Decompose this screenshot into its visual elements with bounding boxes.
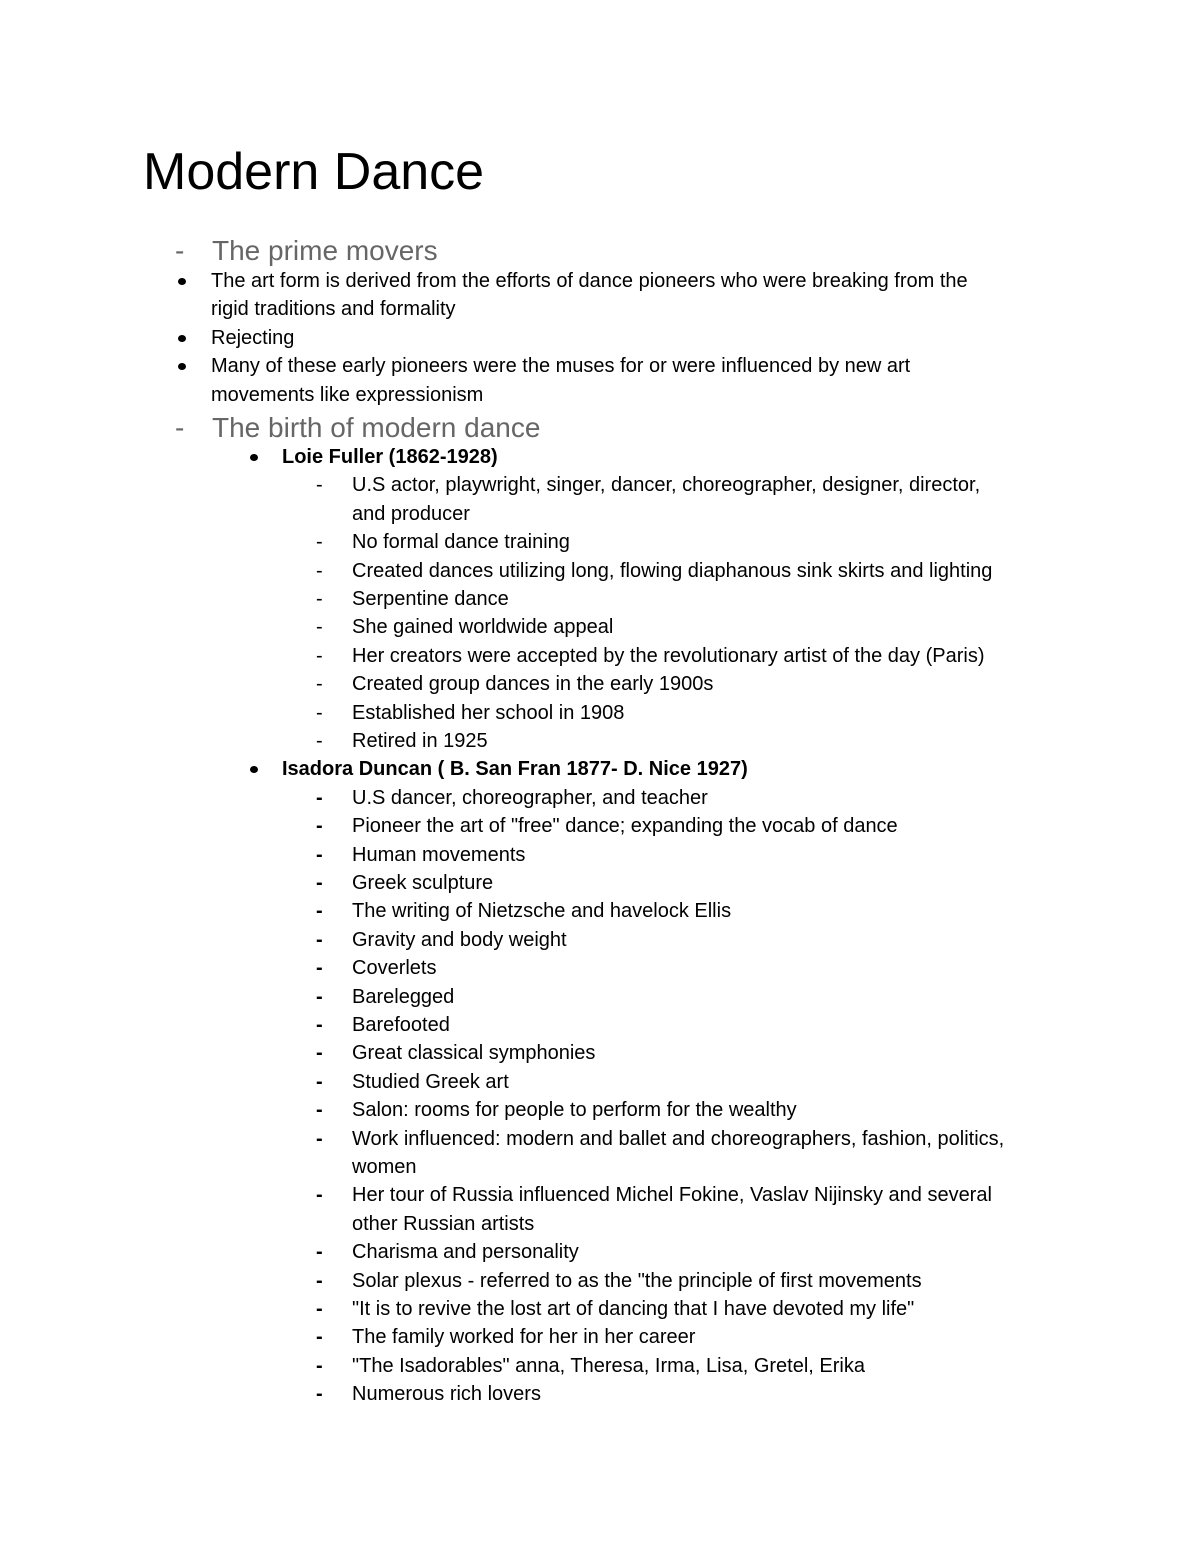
list-item: Human movements <box>352 843 526 866</box>
list-item: "It is to revive the lost art of dancing that I have devoted my life" <box>352 1298 915 1320</box>
list-item: Created dances utilizing long, flowing diaphanous sink skirts and lighting <box>352 559 993 582</box>
dash-marker: - <box>316 1127 323 1150</box>
list-item: Her creators were accepted by the revolutionary artist of the day (Paris) <box>352 644 985 667</box>
heading-dash-marker: - <box>175 235 185 266</box>
dash-marker: - <box>316 1298 323 1320</box>
bullet-text: Rejecting <box>211 326 295 349</box>
list-item: Barelegged <box>352 985 455 1008</box>
person-name-loie-fuller: Loie Fuller (1862-1928) <box>282 446 498 468</box>
list-item: "The Isadorables" anna, Theresa, Irma, Lisa, Gretel, Erika <box>352 1354 865 1377</box>
list-item: Her tour of Russia influenced Michel Fokine, Vaslav Nijinsky and several <box>352 1184 992 1207</box>
dash-marker: - <box>316 928 323 951</box>
list-item: Salon: rooms for people to perform for the wealthy <box>352 1099 797 1122</box>
list-item: Studied Greek art <box>352 1070 509 1093</box>
dash-marker: - <box>316 531 323 554</box>
dash-marker: - <box>316 1070 323 1093</box>
dash-marker: - <box>316 1241 323 1264</box>
bullet-icon <box>178 363 186 370</box>
dash-marker: - <box>316 900 323 923</box>
person-name-isadora-duncan: Isadora Duncan ( B. San Fran 1877- D. Nice 1927) <box>282 758 748 781</box>
list-item: The family worked for her in her career <box>352 1326 696 1349</box>
list-item: U.S dancer, choreographer, and teacher <box>352 786 708 809</box>
dash-marker: - <box>316 1383 323 1406</box>
list-item: Serpentine dance <box>352 588 509 610</box>
dash-marker: - <box>316 1099 323 1122</box>
dash-marker: - <box>316 1042 323 1065</box>
list-item: and producer <box>352 502 470 525</box>
bullet-text: Many of these early pioneers were the muses for or were influenced by new art <box>211 355 911 378</box>
list-item: women <box>352 1156 417 1178</box>
section-heading-birth-of-modern-dance <box>175 411 775 445</box>
bullet-text: The art form is derived from the efforts of dance pioneers who were breaking from the <box>211 270 968 292</box>
dash-marker: - <box>316 559 323 582</box>
document-title: Modern Dance <box>143 143 485 201</box>
bullet-text: rigid traditions and formality <box>211 298 456 321</box>
dash-marker: - <box>316 673 323 696</box>
list-item: Gravity and body weight <box>352 928 567 951</box>
dash-marker: - <box>316 1014 323 1036</box>
dash-marker: - <box>316 957 323 980</box>
list-item: Established her school in 1908 <box>352 701 625 724</box>
bullet-icon <box>250 454 258 461</box>
section-heading-prime-movers <box>175 234 775 268</box>
dash-marker: - <box>316 872 323 894</box>
dash-marker: - <box>316 1269 323 1292</box>
heading-dash-marker: - <box>175 412 185 443</box>
heading-text: The prime movers <box>212 235 438 266</box>
dash-marker: - <box>316 1354 323 1377</box>
list-item: Coverlets <box>352 957 437 980</box>
list-item: Greek sculpture <box>352 872 494 894</box>
list-item: Barefooted <box>352 1014 450 1036</box>
list-item: Retired in 1925 <box>352 730 488 752</box>
list-item: Charisma and personality <box>352 1241 579 1264</box>
list-item: other Russian artists <box>352 1212 535 1235</box>
dash-marker: - <box>316 644 323 667</box>
list-item: She gained worldwide appeal <box>352 616 614 639</box>
list-item: Pioneer the art of "free" dance; expanding the vocab of dance <box>352 815 898 838</box>
bullet-icon <box>178 278 186 285</box>
list-item: Solar plexus - referred to as the "the principle of first movements <box>352 1269 922 1292</box>
dash-marker: - <box>316 843 323 866</box>
dash-marker: - <box>316 786 323 809</box>
dash-marker: - <box>316 474 323 497</box>
list-item: Great classical symphonies <box>352 1042 596 1065</box>
list-item: No formal dance training <box>352 531 570 554</box>
list-item: U.S actor, playwright, singer, dancer, choreographer, designer, director, <box>352 474 981 497</box>
bullet-icon <box>250 766 258 773</box>
dash-marker: - <box>316 985 323 1008</box>
dash-marker: - <box>316 730 323 752</box>
dash-marker: - <box>316 701 323 724</box>
list-item: Numerous rich lovers <box>352 1383 541 1406</box>
list-item: Work influenced: modern and ballet and choreographers, fashion, politics, <box>352 1127 1005 1150</box>
heading-text: The birth of modern dance <box>212 412 541 443</box>
dash-marker: - <box>316 1326 323 1349</box>
dash-marker: - <box>316 588 323 610</box>
list-item: The writing of Nietzsche and havelock Ellis <box>352 900 732 923</box>
dash-marker: - <box>316 1184 323 1207</box>
dash-marker: - <box>316 616 323 639</box>
list-item: Created group dances in the early 1900s <box>352 673 714 696</box>
bullet-text: movements like expressionism <box>211 383 484 406</box>
dash-marker: - <box>316 815 323 838</box>
bullet-icon <box>178 335 186 342</box>
